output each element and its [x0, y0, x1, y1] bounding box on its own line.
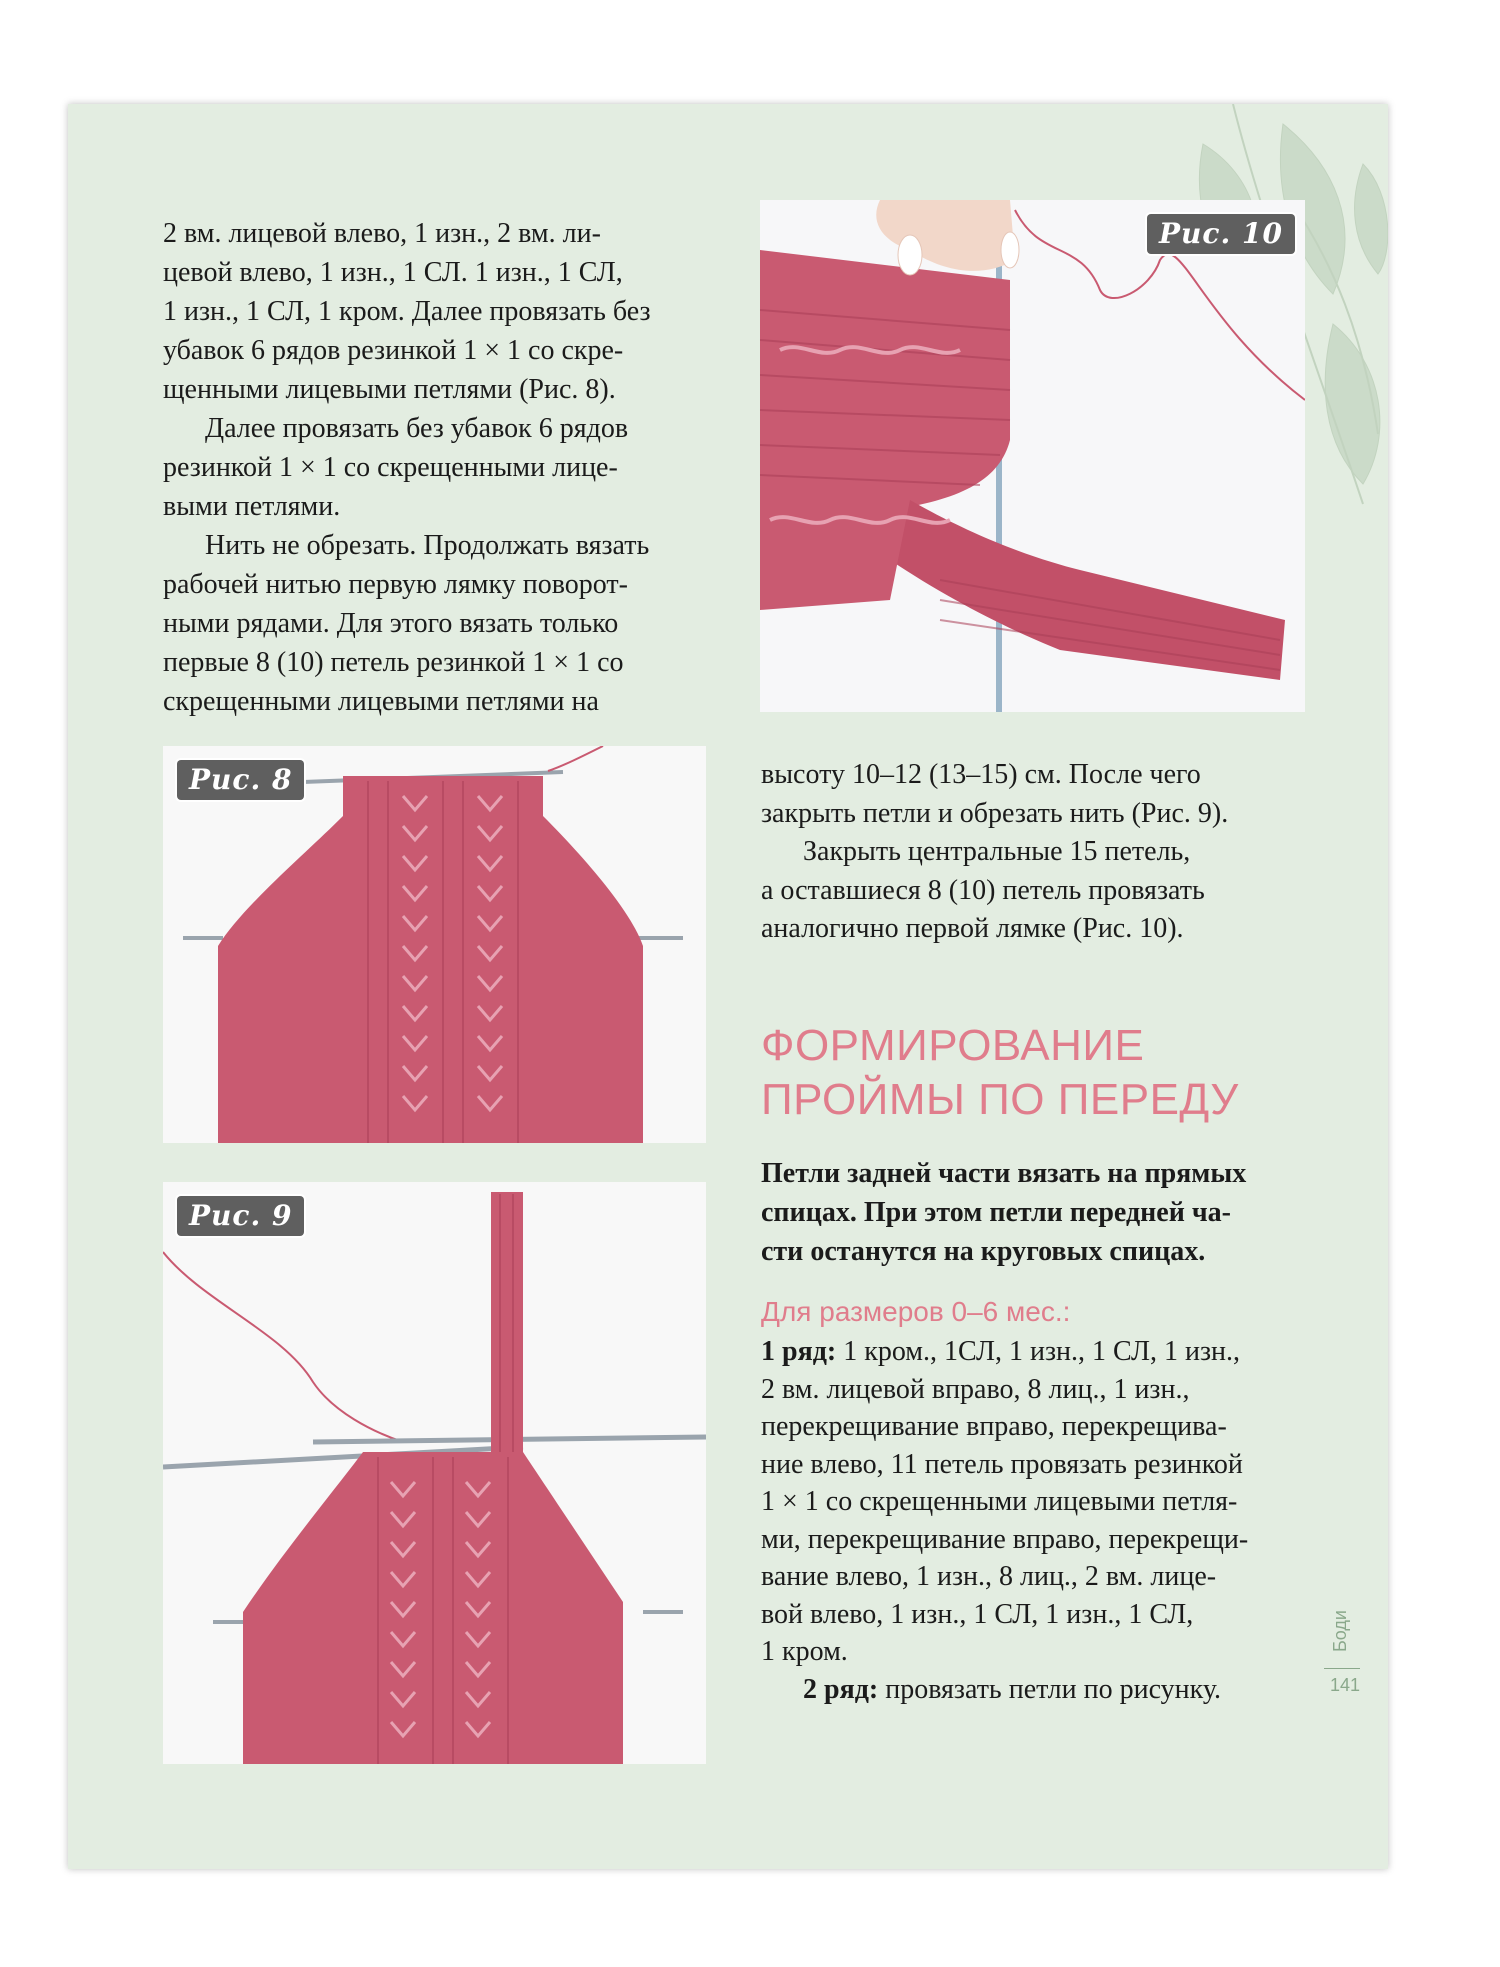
knitted-yoke-illustration [163, 746, 706, 1143]
left-line: 1 изн., 1 СЛ, 1 кром. Далее провязать без [163, 296, 651, 327]
row-line: ние влево, 11 петель провязать резинкой [761, 1448, 1243, 1480]
left-text [163, 214, 708, 721]
row1-label: 1 ряд: [761, 1336, 837, 1367]
right-line: высоту 10–12 (13–15) см. После чего [761, 759, 1201, 790]
right-line: Закрыть центральные 15 петель, [803, 836, 1191, 867]
left-line: 2 вм. лицевой влево, 1 изн., 2 вм. ли- [163, 218, 601, 249]
left-line: первые 8 (10) петель резинкой 1 × 1 со [163, 647, 624, 678]
knitted-strap-illustration [760, 200, 1305, 712]
row-instructions [761, 1333, 1341, 1708]
row-line: 1 ряд: 1 кром., 1СЛ, 1 изн., 1 СЛ, 1 изн., [761, 1336, 1241, 1367]
figure-10-photo [760, 200, 1305, 712]
left-line: убавок 6 рядов резинкой 1 × 1 со скре- [163, 335, 624, 366]
size-subheading: Для размеров 0–6 мес.: [761, 1296, 1071, 1327]
figure-10-label: Рис. 10 [1147, 214, 1295, 254]
right-text-top [761, 756, 1321, 949]
right-line: закрыть петли и обрезать нить (Рис. 9). [761, 797, 1229, 829]
row-line: 2 вм. лицевой вправо, 8 лиц., 1 изн., [761, 1373, 1190, 1405]
figure-8-label: Рис. 8 [177, 760, 304, 800]
row-line: 1 × 1 со скрещенными лицевыми петля- [761, 1486, 1238, 1517]
left-line: Нить не обрезать. Продолжать вязать [205, 530, 650, 561]
section-heading [761, 1019, 1239, 1127]
page-number: 141 [1330, 1675, 1361, 1695]
right-line: а оставшиеся 8 (10) петель провязать [761, 874, 1205, 906]
row-line: ми, перекрещивание вправо, перекрещи- [761, 1523, 1249, 1555]
section-side-label: Боди [1330, 1610, 1350, 1652]
book-page [68, 104, 1388, 1869]
left-line: щенными лицевыми петлями (Рис. 8). [163, 374, 616, 405]
right-line: аналогично первой лямке (Рис. 10). [761, 913, 1184, 944]
heading-line: ФОРМИРОВАНИЕ [761, 1021, 1145, 1070]
row-line: 1 кром. [761, 1636, 848, 1667]
left-line: цевой влево, 1 изн., 1 СЛ. 1 изн., 1 СЛ, [163, 257, 623, 288]
left-line: рабочей нитью первую лямку поворот- [163, 569, 628, 600]
left-line: Далее провязать без убавок 6 рядов [205, 413, 629, 444]
row-line: вой влево, 1 изн., 1 СЛ, 1 изн., 1 СЛ, [761, 1598, 1194, 1630]
bold-instruction [761, 1154, 1321, 1271]
row-line: 2 ряд: провязать петли по рисунку. [803, 1673, 1222, 1705]
left-line: скрещенными лицевыми петлями на [163, 686, 599, 717]
figure-9-label: Рис. 9 [177, 1196, 304, 1236]
row-line: перекрещивание вправо, перекрещива- [761, 1411, 1227, 1442]
page-number-rule [1324, 1668, 1360, 1669]
bold-line: спицах. При этом петли передней ча- [761, 1197, 1231, 1228]
left-line: ными рядами. Для этого вязать только [163, 608, 619, 639]
row-line: вание влево, 1 изн., 8 лиц., 2 вм. лице- [761, 1561, 1217, 1592]
knitted-strap-front-illustration [163, 1182, 706, 1764]
left-line: выми петлями. [163, 491, 341, 522]
bold-line: Петли задней части вязать на прямых [761, 1158, 1247, 1189]
heading-line: ПРОЙМЫ ПО ПЕРЕДУ [761, 1075, 1239, 1124]
figure-8-photo [163, 746, 706, 1143]
row2-label: 2 ряд: [803, 1673, 879, 1705]
left-line: резинкой 1 × 1 со скрещенными лице- [163, 452, 618, 483]
figure-9-photo [163, 1182, 706, 1764]
bold-line: сти останутся на круговых спицах. [761, 1236, 1206, 1267]
